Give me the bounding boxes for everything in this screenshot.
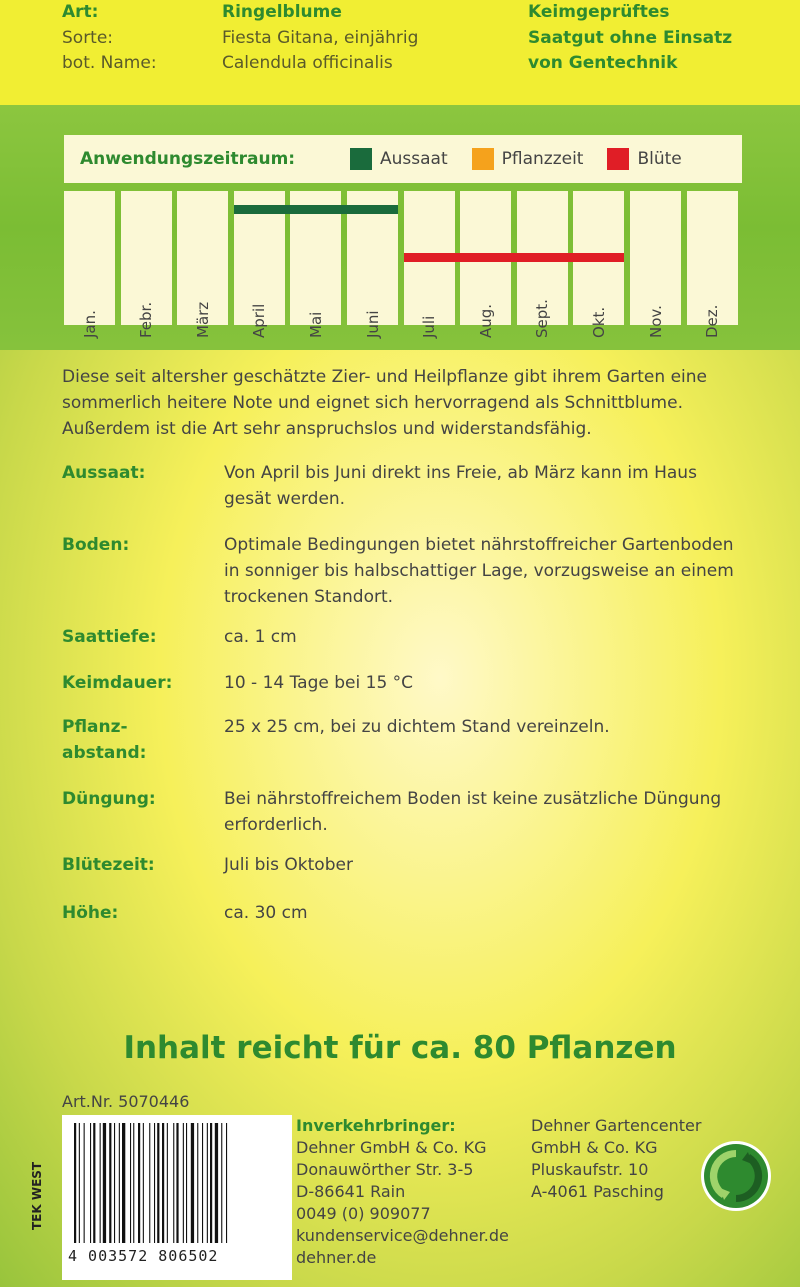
month-column bbox=[64, 191, 115, 338]
month-label: Aug. bbox=[476, 303, 495, 338]
intro-text: Diese seit altersher geschätzte Zier- und Heilpflanze gibt ihrem Garten eine sommerlich heitere Note und eignet sich hervorragend als Schnittblume. Außerdem ist die Art sehr anspruchslos und widerstandsfähig. bbox=[62, 367, 707, 439]
month-label: Juli bbox=[420, 315, 439, 338]
barcode-bars bbox=[74, 1123, 280, 1243]
distributor-at-address bbox=[531, 1115, 701, 1203]
value-sorte: Fiesta Gitana, einjährig bbox=[222, 28, 419, 48]
month-label: Mai bbox=[306, 311, 325, 338]
month-label: Dez. bbox=[703, 304, 722, 338]
distributor-website[interactable]: dehner.de bbox=[296, 1248, 377, 1267]
info-key-bluetezeit: Blütezeit: bbox=[62, 855, 155, 875]
month-label: Febr. bbox=[137, 301, 156, 338]
article-number: Art.Nr. 5070446 bbox=[62, 1092, 190, 1111]
month-label: März bbox=[193, 301, 212, 338]
distributor-line: 0049 (0) 909077 bbox=[296, 1204, 431, 1223]
month-grid bbox=[64, 191, 742, 338]
info-key-duengung: Düngung: bbox=[62, 789, 156, 809]
info-key-keimdauer: Keimdauer: bbox=[62, 673, 173, 693]
value-art: Ringelblume bbox=[222, 2, 342, 22]
info-value-keimdauer: 10 - 14 Tage bei 15 °C bbox=[224, 673, 414, 693]
legend-aussaat bbox=[350, 148, 448, 170]
period-bar-aussaat bbox=[234, 205, 398, 214]
month-label: Jan. bbox=[80, 310, 99, 338]
distributor-at-line: A-4061 Pasching bbox=[531, 1182, 664, 1201]
month-label: Nov. bbox=[646, 305, 665, 338]
period-bar-blüte bbox=[404, 253, 625, 262]
info-key-saattiefe: Saattiefe: bbox=[62, 627, 157, 647]
info-key-pflanzabstand: Pflanz- abstand: bbox=[62, 717, 147, 763]
calendar bbox=[64, 135, 742, 338]
month-label: Okt. bbox=[589, 306, 608, 338]
green-dot-icon bbox=[700, 1140, 772, 1212]
month-column bbox=[177, 191, 228, 338]
distributor-line: Donauwörther Str. 3-5 bbox=[296, 1160, 474, 1179]
distributor-email[interactable]: kundenservice@dehner.de bbox=[296, 1226, 509, 1245]
distributor-at-line: Dehner Gartencenter bbox=[531, 1116, 702, 1135]
distributor-line: D-86641 Rain bbox=[296, 1182, 406, 1201]
distributor-at-line: GmbH & Co. KG bbox=[531, 1138, 658, 1157]
info-key-aussaat: Aussaat: bbox=[62, 463, 146, 483]
legend-swatch-bluete bbox=[607, 148, 629, 170]
info-key-hoehe: Höhe: bbox=[62, 903, 119, 923]
label-sorte: Sorte: bbox=[62, 28, 114, 48]
calendar-header bbox=[64, 135, 742, 183]
info-value-pflanzabstand: 25 x 25 cm, bei zu dichtem Stand vereinzeln. bbox=[224, 717, 610, 737]
barcode bbox=[62, 1115, 292, 1280]
calendar-title: Anwendungszeitraum: bbox=[80, 149, 296, 169]
info-value-bluetezeit: Juli bis Oktober bbox=[224, 855, 353, 875]
legend-pflanzzeit bbox=[472, 148, 584, 170]
info-value-boden: Optimale Bedingungen bietet nährstoffreicher Gartenboden in sonniger bis halbschattiger Lage, vorzugsweise an einem trockenen Standort. bbox=[224, 535, 734, 607]
month-column bbox=[121, 191, 172, 338]
month-label: Juni bbox=[363, 310, 382, 338]
label-botname: bot. Name: bbox=[62, 53, 157, 73]
header-section bbox=[0, 0, 800, 105]
legend-label-bluete: Blüte bbox=[637, 149, 682, 169]
legend-swatch-aussaat bbox=[350, 148, 372, 170]
month-label: April bbox=[250, 303, 269, 338]
tek-west-logo bbox=[30, 1130, 52, 1260]
badge-line-2: Saatgut ohne Einsatz bbox=[528, 28, 733, 48]
info-key-boden: Boden: bbox=[62, 535, 130, 555]
legend-bluete bbox=[607, 148, 681, 170]
tek-west-label: TEK WEST bbox=[30, 1161, 44, 1230]
value-botname: Calendula officinalis bbox=[222, 53, 393, 73]
info-value-aussaat: Von April bis Juni direkt ins Freie, ab März kann im Haus gesät werden. bbox=[224, 463, 697, 509]
month-column bbox=[687, 191, 738, 338]
month-label: Sept. bbox=[533, 299, 552, 338]
info-value-duengung: Bei nährstoffreichem Boden ist keine zusätzliche Düngung erforderlich. bbox=[224, 789, 722, 835]
distributor-heading: Inverkehrbringer: bbox=[296, 1116, 456, 1135]
legend-swatch-pflanzzeit bbox=[472, 148, 494, 170]
info-value-hoehe: ca. 30 cm bbox=[224, 903, 308, 923]
label-art: Art: bbox=[62, 2, 99, 22]
barcode-number: 4 003572 806502 bbox=[68, 1247, 219, 1265]
distributor-at-line: Pluskaufstr. 10 bbox=[531, 1160, 649, 1179]
legend-label-pflanzzeit: Pflanzzeit bbox=[501, 149, 584, 169]
info-value-saattiefe: ca. 1 cm bbox=[224, 627, 297, 647]
badge-line-1: Keimgeprüftes bbox=[528, 2, 670, 22]
distributor-line: Dehner GmbH & Co. KG bbox=[296, 1138, 487, 1157]
legend-label-aussaat: Aussaat bbox=[380, 149, 448, 169]
month-column bbox=[630, 191, 681, 338]
content-section bbox=[0, 350, 800, 1287]
badge-line-3: von Gentechnik bbox=[528, 53, 678, 73]
headline: Inhalt reicht für ca. 80 Pflanzen bbox=[123, 1030, 677, 1066]
distributor-address bbox=[296, 1115, 509, 1269]
